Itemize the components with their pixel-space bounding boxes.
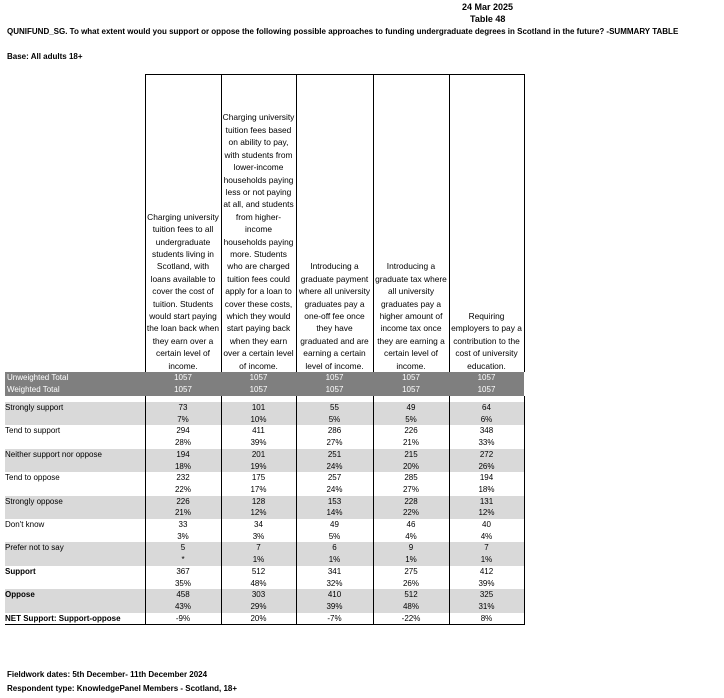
totals-value: 1057 xyxy=(145,384,221,396)
count-cell: 128 xyxy=(221,496,296,508)
count-cell: 294 xyxy=(145,425,221,437)
table-row xyxy=(5,425,524,437)
percent-cell: 5% xyxy=(296,531,373,543)
totals-value: 1057 xyxy=(373,372,449,384)
count-cell: 64 xyxy=(449,402,524,414)
percent-cell: 19% xyxy=(221,461,296,473)
count-cell: 46 xyxy=(373,519,449,531)
net-support-value: 20% xyxy=(221,613,296,625)
row-label: Strongly support xyxy=(5,402,145,414)
count-cell: 512 xyxy=(221,566,296,578)
count-cell: 73 xyxy=(145,402,221,414)
count-cell: 412 xyxy=(449,566,524,578)
column-header-2: Charging university tuition fees based on ability to pay, with students from lower-income households paying less or not paying at all, and students from higher-income households paying more. Students who are charged tuition fees could apply for a loan to cover these costs, which they would start paying back when they earn over a certain level of income. xyxy=(221,75,296,373)
count-cell: 49 xyxy=(373,402,449,414)
count-cell: 367 xyxy=(145,566,221,578)
percent-cell: 5% xyxy=(373,414,449,426)
row-label: Support xyxy=(5,566,36,576)
count-cell: 348 xyxy=(449,425,524,437)
count-cell: 9 xyxy=(373,542,449,554)
count-cell: 34 xyxy=(221,519,296,531)
percent-cell: 1% xyxy=(296,554,373,566)
percent-cell: 4% xyxy=(373,531,449,543)
percent-cell: 12% xyxy=(449,507,524,519)
totals-value: 1057 xyxy=(296,372,373,384)
row-label: Neither support nor oppose xyxy=(5,449,145,461)
row-label-blank xyxy=(5,461,145,473)
count-cell: 55 xyxy=(296,402,373,414)
totals-row xyxy=(5,384,524,396)
count-cell: 153 xyxy=(296,496,373,508)
count-cell: 257 xyxy=(296,472,373,484)
table-row xyxy=(5,542,524,554)
totals-value: 1057 xyxy=(296,384,373,396)
totals-label: Unweighted Total xyxy=(5,372,145,384)
table-row xyxy=(5,578,524,590)
count-cell: 512 xyxy=(373,589,449,601)
count-cell: 341 xyxy=(296,566,373,578)
row-label-blank xyxy=(5,578,145,590)
percent-cell: 29% xyxy=(221,601,296,613)
respondent-type: Respondent type: KnowledgePanel Members - Scotland, 18+ xyxy=(7,684,238,693)
table-row xyxy=(5,519,524,531)
count-cell: 201 xyxy=(221,449,296,461)
percent-cell: 43% xyxy=(145,601,221,613)
totals-row xyxy=(5,372,524,384)
count-cell: 6 xyxy=(296,542,373,554)
net-support-value: -7% xyxy=(296,613,373,625)
table-number: Table 48 xyxy=(470,14,506,24)
percent-cell: 10% xyxy=(221,414,296,426)
percent-cell: 17% xyxy=(221,484,296,496)
net-support-value: -22% xyxy=(373,613,449,625)
percent-cell: 22% xyxy=(373,507,449,519)
count-cell: 285 xyxy=(373,472,449,484)
column-header-3: Introducing a graduate payment where all university graduates pay a one-off fee once they have graduated and are earning a certain level of income. xyxy=(296,75,373,373)
count-cell: 40 xyxy=(449,519,524,531)
count-cell: 215 xyxy=(373,449,449,461)
row-label-blank xyxy=(5,414,145,426)
net-support-value: 8% xyxy=(449,613,524,625)
percent-cell: 26% xyxy=(449,461,524,473)
percent-cell: 24% xyxy=(296,461,373,473)
percent-cell: 28% xyxy=(145,437,221,449)
percent-cell: 1% xyxy=(221,554,296,566)
table-row xyxy=(5,484,524,496)
count-cell: 303 xyxy=(221,589,296,601)
percent-cell: 48% xyxy=(373,601,449,613)
count-cell: 228 xyxy=(373,496,449,508)
totals-value: 1057 xyxy=(145,372,221,384)
totals-label: Weighted Total xyxy=(5,384,145,396)
table-row xyxy=(5,402,524,414)
totals-value: 1057 xyxy=(449,384,524,396)
percent-cell: 6% xyxy=(449,414,524,426)
percent-cell: 5% xyxy=(296,414,373,426)
table-row xyxy=(5,507,524,519)
net-support-value: -9% xyxy=(145,613,221,625)
percent-cell: 3% xyxy=(221,531,296,543)
percent-cell: 32% xyxy=(296,578,373,590)
count-cell: 226 xyxy=(373,425,449,437)
table-row xyxy=(5,437,524,449)
count-cell: 232 xyxy=(145,472,221,484)
base-label: Base: All adults 18+ xyxy=(7,52,83,61)
table-row xyxy=(5,554,524,566)
column-header-4: Introducing a graduate tax where all university graduates pay a higher amount of income tax once they are earning a certain level of income. xyxy=(373,75,449,373)
percent-cell: 3% xyxy=(145,531,221,543)
net-support-label: NET Support: Support-oppose xyxy=(5,613,145,625)
count-cell: 5 xyxy=(145,542,221,554)
percent-cell: 39% xyxy=(221,437,296,449)
table-row xyxy=(5,589,524,601)
row-label-blank xyxy=(5,437,145,449)
count-cell: 194 xyxy=(449,472,524,484)
header-blank-cell xyxy=(5,75,145,373)
percent-cell: 18% xyxy=(145,461,221,473)
totals-value: 1057 xyxy=(373,384,449,396)
row-label: Oppose xyxy=(5,589,145,601)
table-row xyxy=(5,496,524,508)
count-cell: 325 xyxy=(449,589,524,601)
percent-cell: 21% xyxy=(373,437,449,449)
count-cell: 131 xyxy=(449,496,524,508)
column-header-5: Requiring employers to pay a contribution to the cost of university education. xyxy=(449,75,524,373)
percent-cell: 18% xyxy=(449,484,524,496)
count-cell: 410 xyxy=(296,589,373,601)
count-cell: 7 xyxy=(221,542,296,554)
totals-value: 1057 xyxy=(449,372,524,384)
percent-cell: 35% xyxy=(145,578,221,590)
net-support-row xyxy=(5,613,524,625)
percent-cell: 39% xyxy=(296,601,373,613)
table-row xyxy=(5,566,524,578)
count-cell: 101 xyxy=(221,402,296,414)
totals-value: 1057 xyxy=(221,384,296,396)
count-cell: 49 xyxy=(296,519,373,531)
column-header-1: Charging university tuition fees to all undergraduate students living in Scotland, with loans available to cover the cost of tuition. Students would start paying the loan back when they earn over a certain level of income. xyxy=(145,75,221,373)
percent-cell: 22% xyxy=(145,484,221,496)
percent-cell: * xyxy=(145,554,221,566)
count-cell: 411 xyxy=(221,425,296,437)
row-label: Prefer not to say xyxy=(5,542,145,554)
table-row xyxy=(5,472,524,484)
row-label: Don't know xyxy=(5,520,45,530)
percent-cell: 33% xyxy=(449,437,524,449)
percent-cell: 31% xyxy=(449,601,524,613)
summary-table xyxy=(5,74,525,625)
table-row xyxy=(5,601,524,613)
percent-cell: 24% xyxy=(296,484,373,496)
fieldwork-dates: Fieldwork dates: 5th December- 11th December 2024 xyxy=(7,670,208,679)
percent-cell: 1% xyxy=(449,554,524,566)
percent-cell: 21% xyxy=(145,507,221,519)
totals-value: 1057 xyxy=(221,372,296,384)
table-row xyxy=(5,414,524,426)
count-cell: 194 xyxy=(145,449,221,461)
percent-cell: 26% xyxy=(373,578,449,590)
row-label-blank xyxy=(5,554,145,566)
row-label: Tend to support xyxy=(5,426,61,436)
count-cell: 275 xyxy=(373,566,449,578)
count-cell: 33 xyxy=(145,519,221,531)
count-cell: 175 xyxy=(221,472,296,484)
row-label-blank xyxy=(5,507,145,519)
table-row xyxy=(5,461,524,473)
row-label-blank xyxy=(5,601,145,613)
count-cell: 226 xyxy=(145,496,221,508)
count-cell: 458 xyxy=(145,589,221,601)
percent-cell: 4% xyxy=(449,531,524,543)
row-label-blank xyxy=(5,484,145,496)
percent-cell: 20% xyxy=(373,461,449,473)
percent-cell: 12% xyxy=(221,507,296,519)
table-row xyxy=(5,531,524,543)
percent-cell: 7% xyxy=(145,414,221,426)
table-row xyxy=(5,449,524,461)
count-cell: 251 xyxy=(296,449,373,461)
count-cell: 286 xyxy=(296,425,373,437)
percent-cell: 27% xyxy=(373,484,449,496)
row-label: Tend to oppose xyxy=(5,473,60,483)
count-cell: 272 xyxy=(449,449,524,461)
report-date: 24 Mar 2025 xyxy=(462,2,514,12)
percent-cell: 1% xyxy=(373,554,449,566)
count-cell: 7 xyxy=(449,542,524,554)
percent-cell: 27% xyxy=(296,437,373,449)
percent-cell: 39% xyxy=(449,578,524,590)
column-header-row xyxy=(5,75,524,373)
row-label-blank xyxy=(5,531,145,543)
percent-cell: 14% xyxy=(296,507,373,519)
percent-cell: 48% xyxy=(221,578,296,590)
question-title: QUNIFUND_SG. To what extent would you support or oppose the following possible approaches to funding undergraduate degrees in Scotland in the future? -SUMMARY TABLE xyxy=(7,27,679,36)
row-label: Strongly oppose xyxy=(5,496,145,508)
